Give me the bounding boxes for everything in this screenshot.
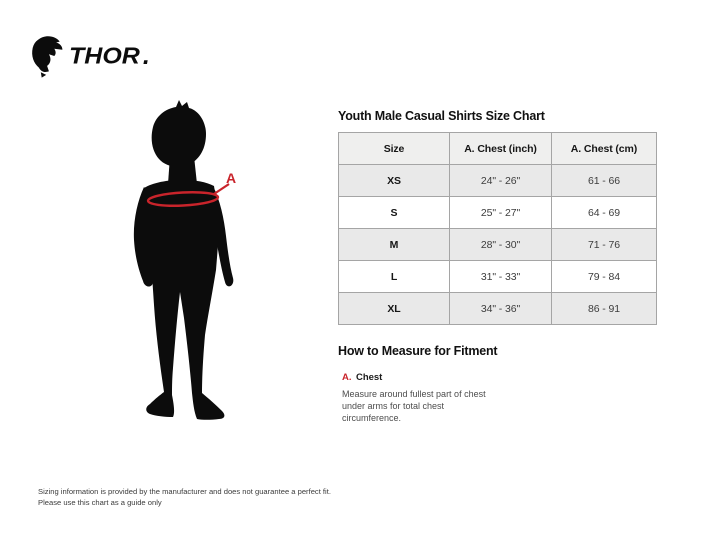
size-value: XL	[339, 293, 450, 325]
col-header-chest-cm: A. Chest (cm)	[552, 133, 657, 165]
size-value: M	[339, 229, 450, 261]
table-row-xl	[339, 293, 657, 325]
chest-inch-value: 24" - 26"	[450, 165, 552, 197]
brand-logo	[30, 34, 150, 78]
chest-inch-value: 28" - 30"	[450, 229, 552, 261]
size-value: L	[339, 261, 450, 293]
chest-cm-value: 86 - 91	[552, 293, 657, 325]
measure-item-label	[342, 367, 658, 385]
size-chart-panel	[338, 109, 658, 424]
size-chart-title: Youth Male Casual Shirts Size Chart	[338, 109, 545, 123]
thor-goat-icon	[30, 34, 66, 78]
chest-cm-value: 61 - 66	[552, 165, 657, 197]
measurement-figure	[100, 90, 320, 430]
brand-logo-dot: .	[142, 41, 150, 70]
chest-measure-label: A	[226, 170, 237, 186]
measure-description: Measure around fullest part of chest under arms for total chest circumference.	[342, 389, 486, 423]
size-value: S	[339, 197, 450, 229]
chest-cm-value: 64 - 69	[552, 197, 657, 229]
child-silhouette-graphic	[100, 90, 320, 430]
col-header-size: Size	[339, 133, 450, 165]
table-row-m	[339, 229, 657, 261]
brand-logo-text: THOR	[69, 42, 140, 69]
chest-inch-value: 34" - 36"	[450, 293, 552, 325]
table-row-xs	[339, 165, 657, 197]
disclaimer	[38, 487, 331, 508]
disclaimer-line-1: Sizing information is provided by the manufacturer and does not guarantee a perfect fit.	[38, 487, 331, 496]
measure-key: A.	[342, 372, 352, 383]
col-header-chest-inch: A. Chest (inch)	[450, 133, 552, 165]
measure-heading: How to Measure for Fitment	[338, 344, 498, 358]
measure-item-chest	[342, 367, 658, 424]
chest-cm-value: 71 - 76	[552, 229, 657, 261]
disclaimer-line-2: Please use this chart as a guide only	[38, 497, 162, 507]
table-row-l	[339, 261, 657, 293]
table-row-s	[339, 197, 657, 229]
chest-inch-value: 31" - 33"	[450, 261, 552, 293]
table-header-row	[339, 133, 657, 165]
size-chart-table	[338, 132, 657, 325]
chest-inch-value: 25" - 27"	[450, 197, 552, 229]
size-value: XS	[339, 165, 450, 197]
measure-name: Chest	[355, 372, 383, 383]
chest-cm-value: 79 - 84	[552, 261, 657, 293]
